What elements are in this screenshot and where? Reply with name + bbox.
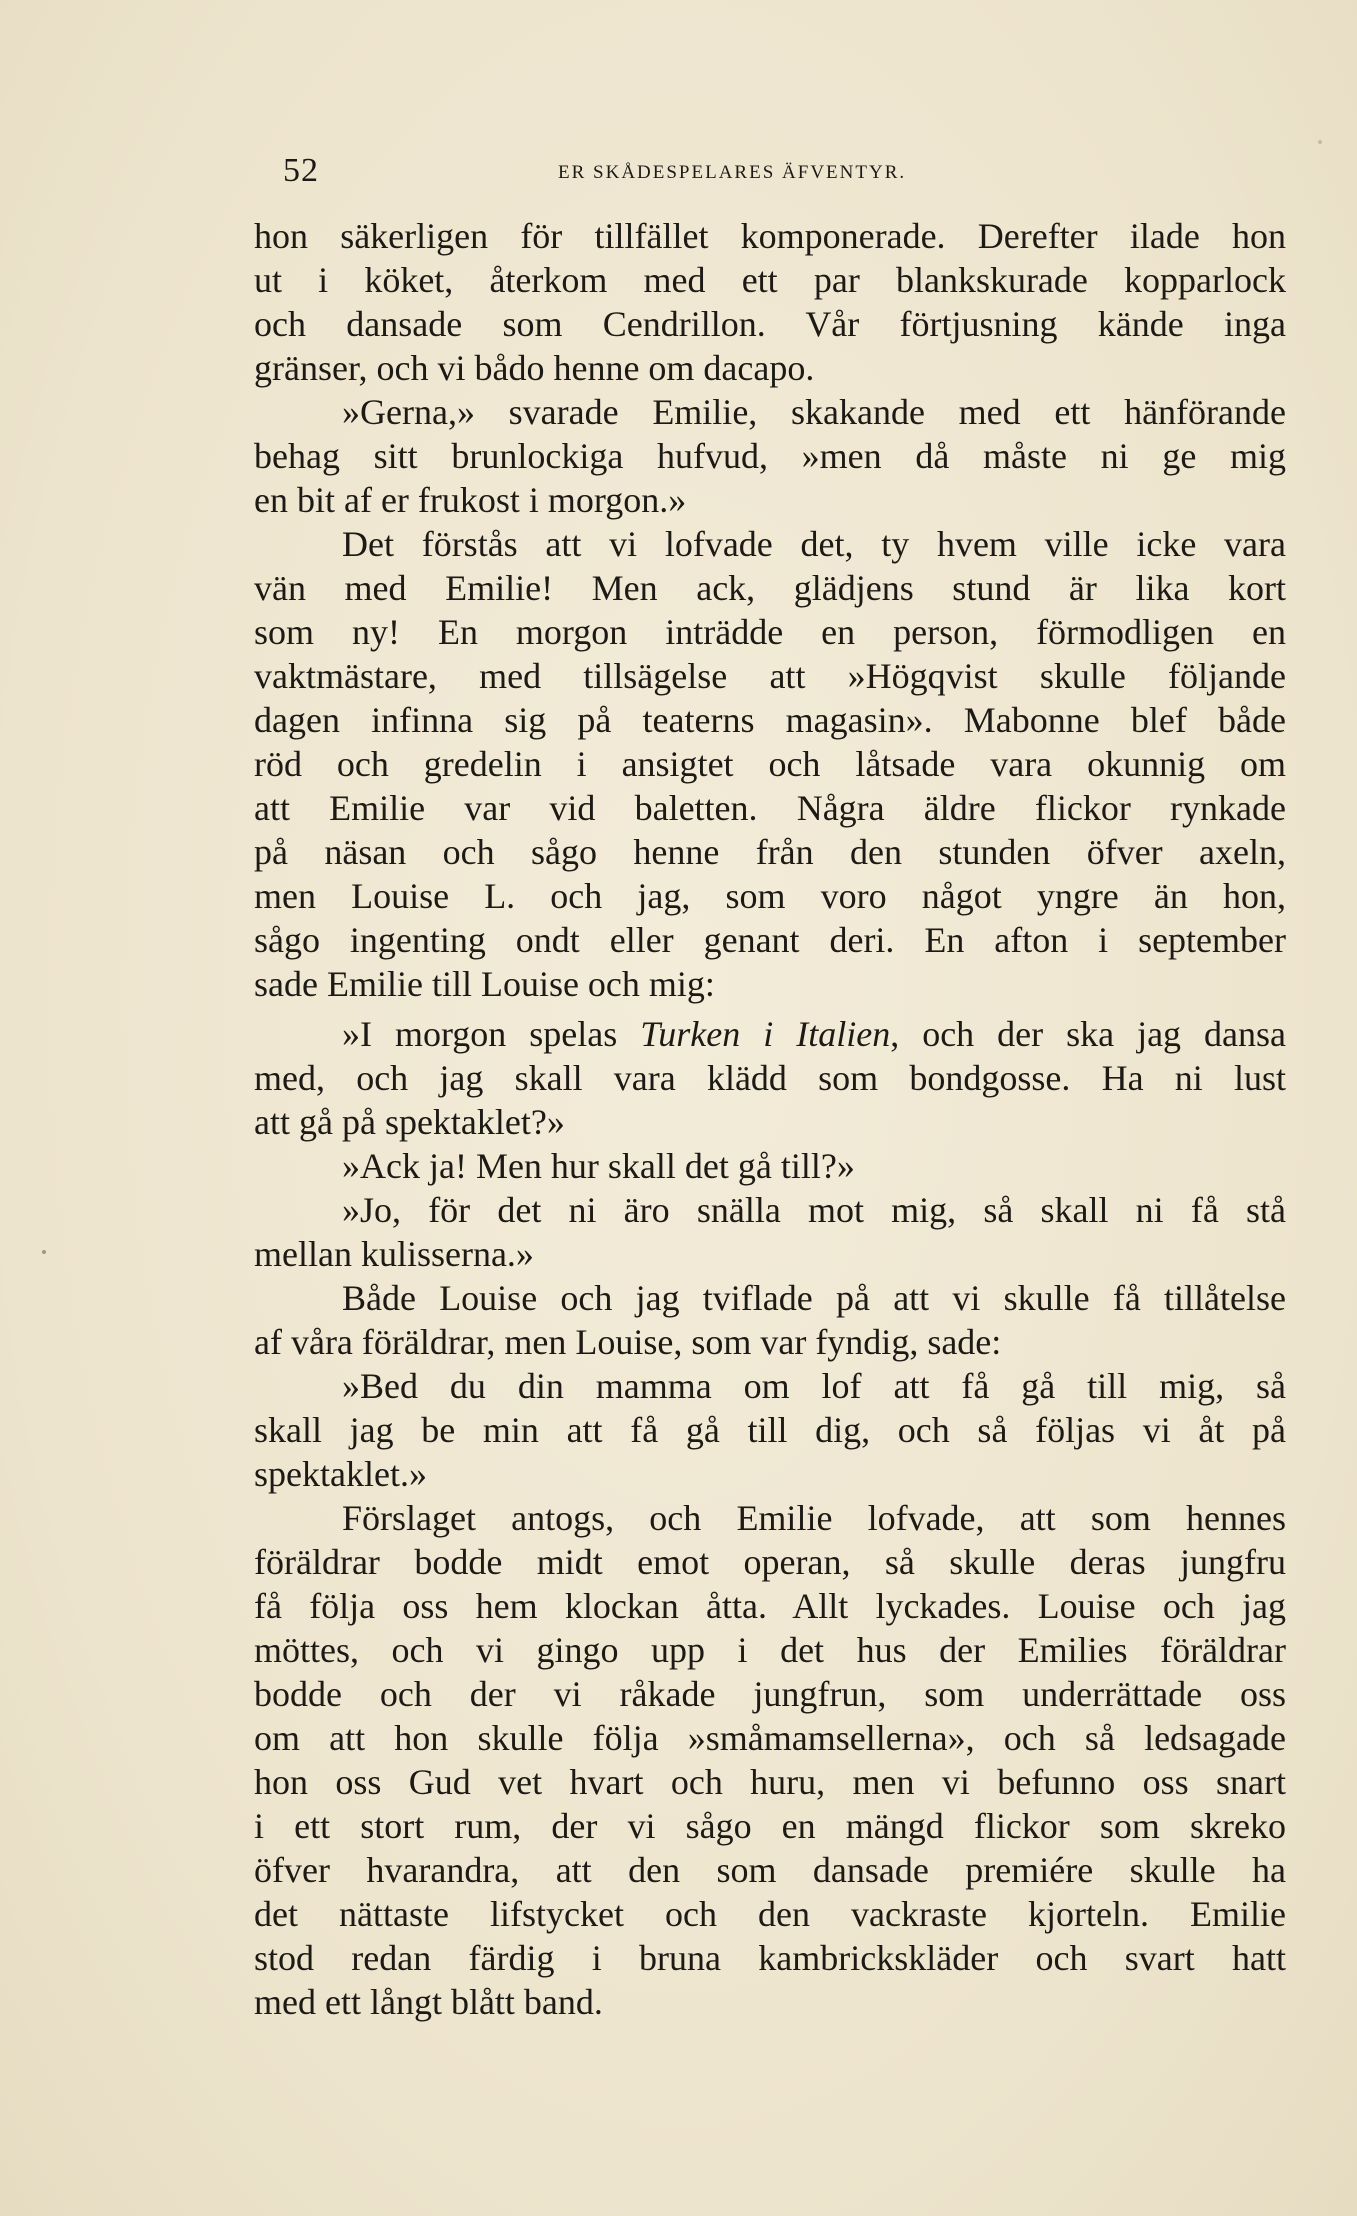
- text-line: mellan kulisserna.»: [254, 1234, 534, 1274]
- text-line: »Jo, för det ni äro snälla mot mig, så skall ni få stå: [342, 1190, 1286, 1230]
- text-line: föräldrar bodde midt emot operan, så skulle deras jungfru: [254, 1542, 1286, 1582]
- text-line: vän med Emilie! Men ack, glädjens stund är lika kort: [254, 568, 1286, 608]
- text-line: behag sitt brunlockiga hufvud, »men då måste ni ge mig: [254, 436, 1286, 476]
- text-line: med ett långt blått band.: [254, 1982, 603, 2022]
- text-line: men Louise L. och jag, som voro något yngre än hon,: [254, 876, 1286, 916]
- text-line: »Bed du din mamma om lof att få gå till mig, så: [342, 1366, 1286, 1406]
- text-line: sågo ingenting ondt eller genant deri. En afton i september: [254, 920, 1286, 960]
- text-line: hon oss Gud vet hvart och huru, men vi befunno oss snart: [254, 1762, 1286, 1802]
- text-line: spektaklet.»: [254, 1454, 427, 1494]
- paper-speck: [1318, 140, 1322, 144]
- text-line-with-title: [254, 1012, 1286, 1056]
- text-line: stod redan färdig i bruna kambrickskläder och svart hatt: [254, 1938, 1286, 1978]
- text-line: gränser, och vi bådo henne om dacapo.: [254, 348, 815, 388]
- play-title: Turken i Italien: [640, 1014, 891, 1054]
- text-line: »Ack ja! Men hur skall det gå till?»: [342, 1146, 855, 1186]
- text-line: dagen infinna sig på teaterns magasin». Mabonne blef både: [254, 700, 1286, 740]
- text-line: vaktmästare, med tillsägelse att »Högqvist skulle följande: [254, 656, 1286, 696]
- body-text: [254, 214, 1286, 2024]
- text-line: öfver hvarandra, att den som dansade premiére skulle ha: [254, 1850, 1286, 1890]
- text-line: ut i köket, återkom med ett par blankskurade kopparlock: [254, 260, 1286, 300]
- text-line: att gå på spektaklet?»: [254, 1102, 565, 1142]
- text-line: och dansade som Cendrillon. Vår förtjusning kände inga: [254, 304, 1286, 344]
- text-line: Förslaget antogs, och Emilie lofvade, att som hennes: [342, 1498, 1286, 1538]
- text-line: »Gerna,» svarade Emilie, skakande med ett hänförande: [342, 392, 1286, 432]
- text-line: sade Emilie till Louise och mig:: [254, 964, 715, 1004]
- text-line: som ny! En morgon inträdde en person, förmodligen en: [254, 612, 1286, 652]
- line-start: »I morgon spelas: [342, 1014, 618, 1054]
- line-end: , och der ska jag dansa: [890, 1014, 1287, 1054]
- text-line: det nättaste lifstycket och den vackraste kjorteln. Emilie: [254, 1894, 1286, 1934]
- text-line: i ett stort rum, der vi sågo en mängd flickor som skreko: [254, 1806, 1286, 1846]
- text-line: hon säkerligen för tillfället komponerade. Derefter ilade hon: [254, 216, 1286, 256]
- paper-speck: [42, 1250, 46, 1254]
- text-line: på näsan och sågo henne från den stunden öfver axeln,: [254, 832, 1286, 872]
- running-head: ER SKÅDESPELARES ÄFVENTYR.: [558, 162, 907, 183]
- text-line: Både Louise och jag tviflade på att vi skulle få tillåtelse: [342, 1278, 1286, 1318]
- text-line: bodde och der vi råkade jungfrun, som underrättade oss: [254, 1674, 1286, 1714]
- text-line: få följa oss hem klockan åtta. Allt lyckades. Louise och jag: [254, 1586, 1286, 1626]
- text-line: af våra föräldrar, men Louise, som var fyndig, sade:: [254, 1322, 1002, 1362]
- page-header: [283, 152, 1023, 192]
- text-line: med, och jag skall vara klädd som bondgosse. Ha ni lust: [254, 1058, 1286, 1098]
- page-number: 52: [283, 152, 319, 189]
- text-line: Det förstås att vi lofvade det, ty hvem ville icke vara: [342, 524, 1286, 564]
- text-line: en bit af er frukost i morgon.»: [254, 480, 687, 520]
- text-line: att Emilie var vid baletten. Några äldre flickor rynkade: [254, 788, 1286, 828]
- text-line: om att hon skulle följa »småmamsellerna», och så ledsagade: [254, 1718, 1286, 1758]
- text-line: röd och gredelin i ansigtet och låtsade vara okunnig om: [254, 744, 1286, 784]
- text-line: skall jag be min att få gå till dig, och så följas vi åt på: [254, 1410, 1286, 1450]
- text-line: möttes, och vi gingo upp i det hus der Emilies föräldrar: [254, 1630, 1286, 1670]
